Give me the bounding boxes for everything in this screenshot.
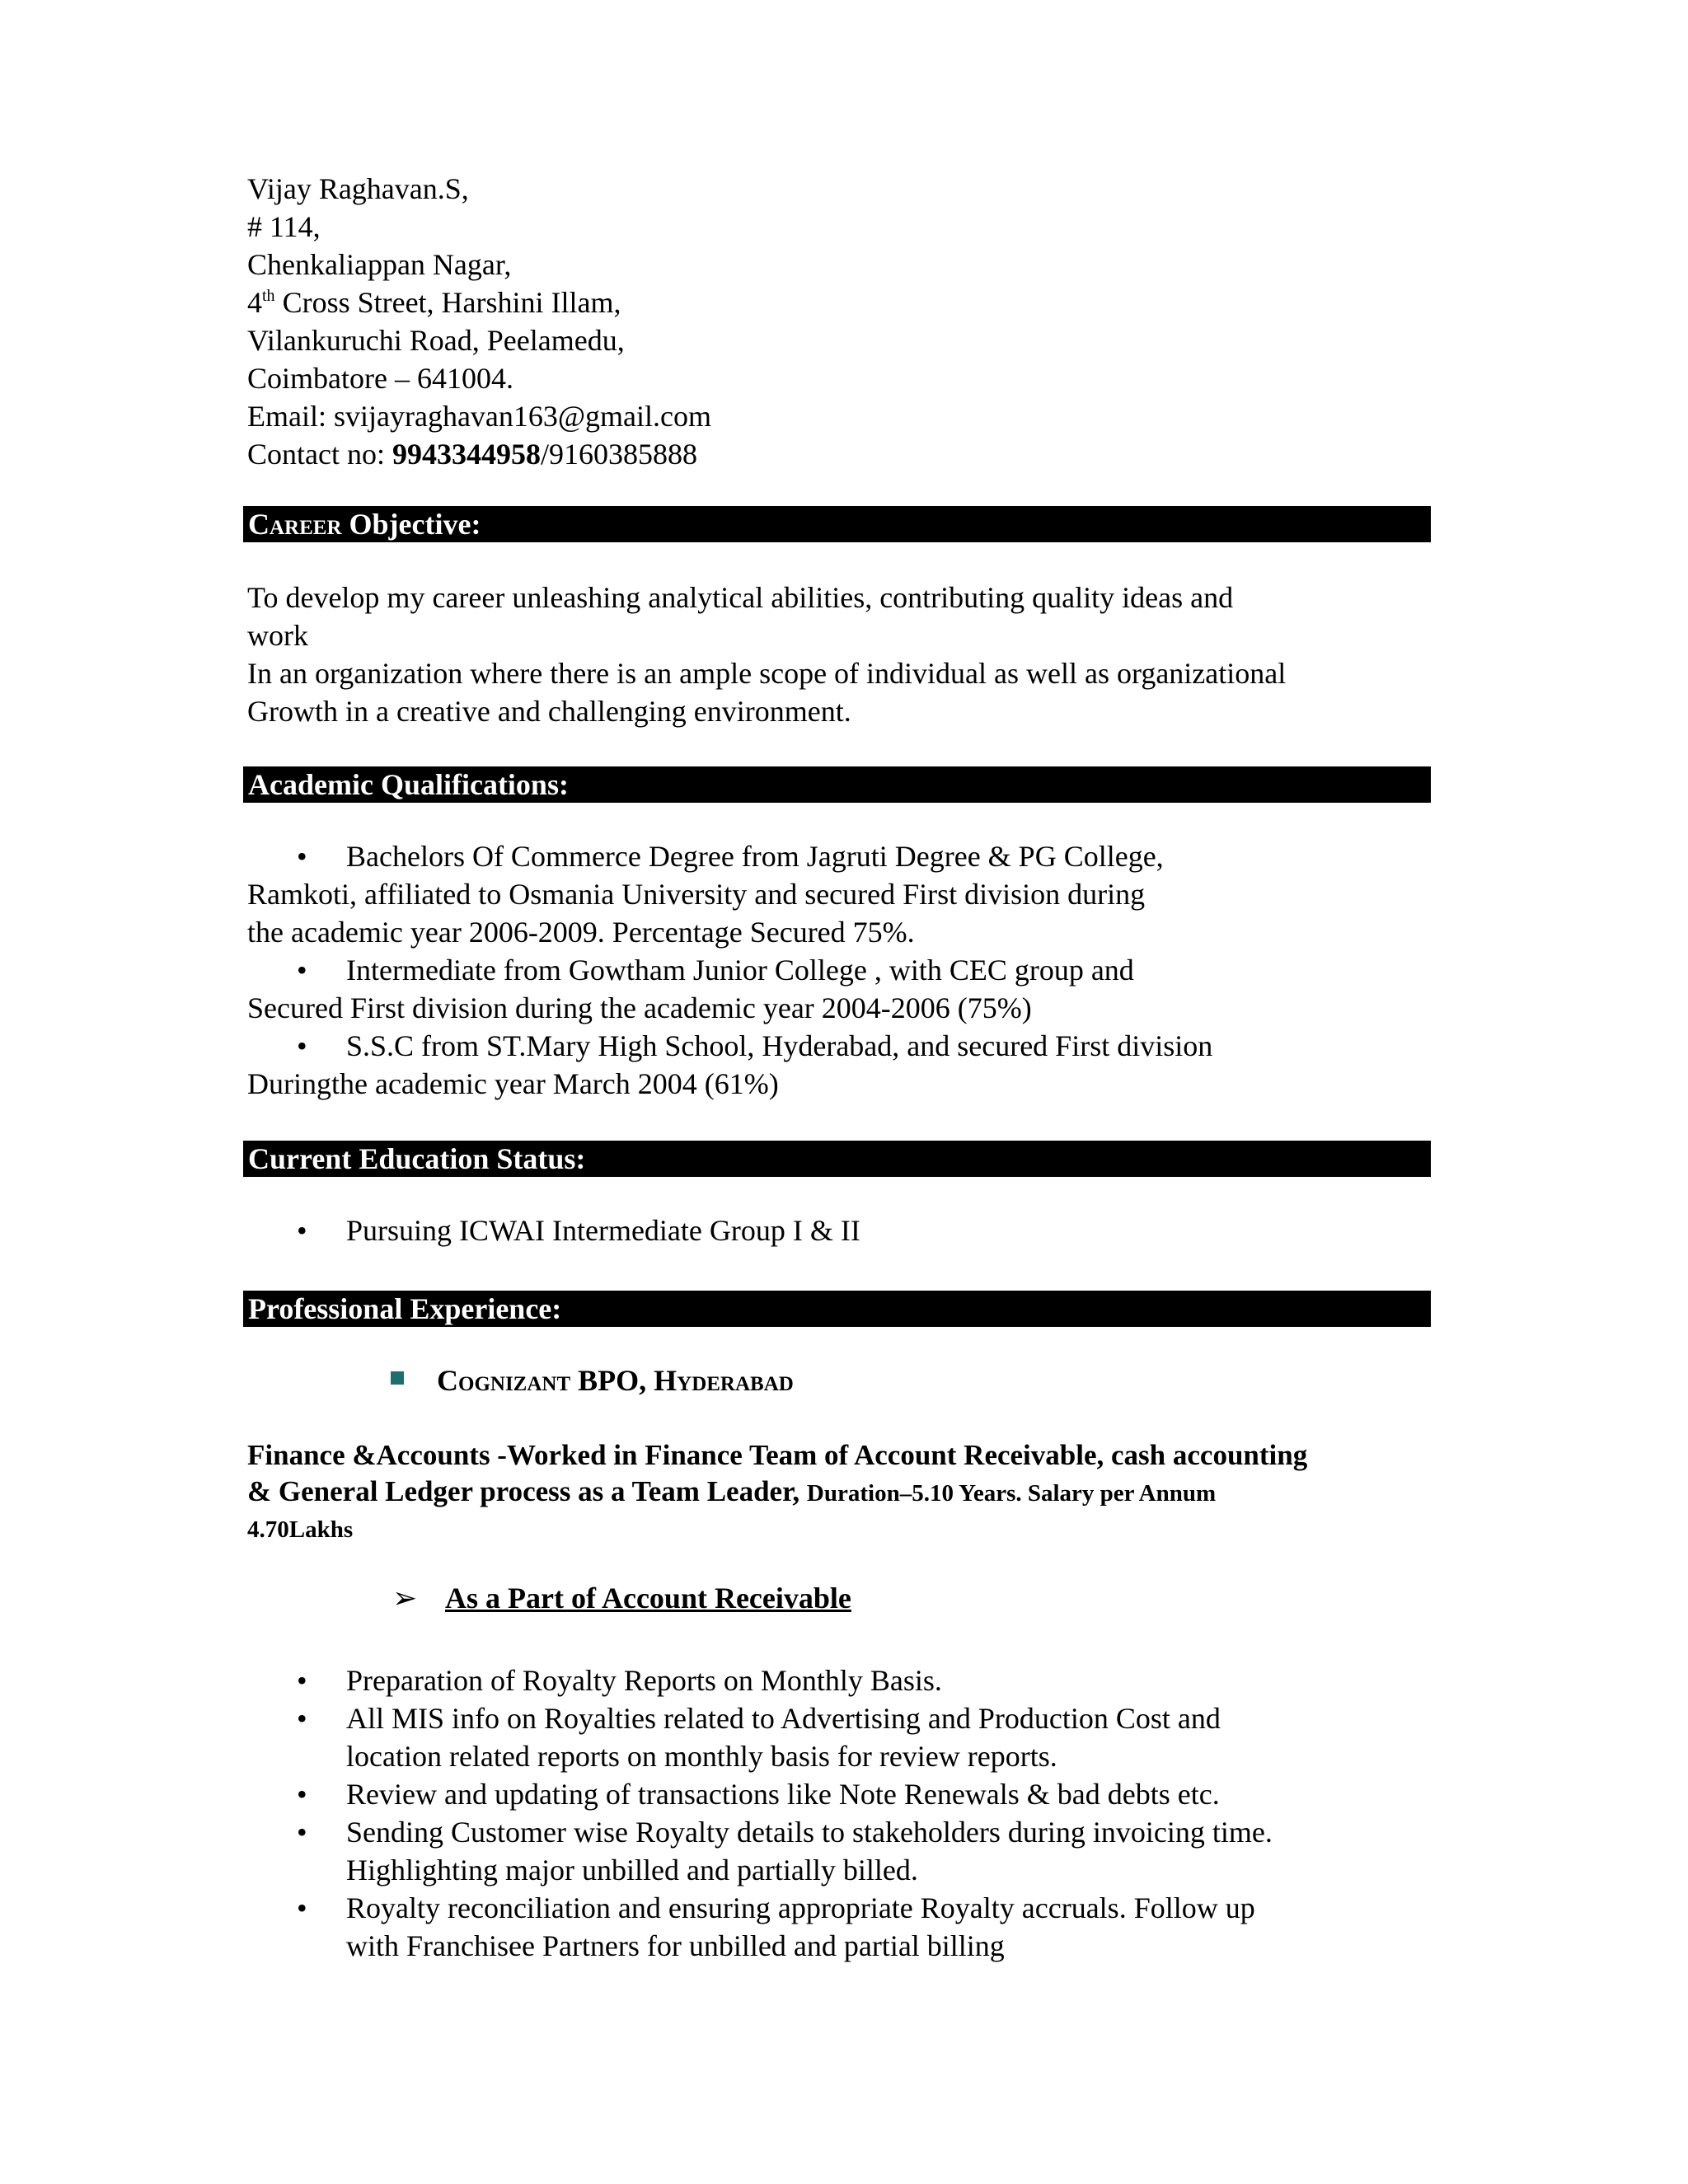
contact-line xyxy=(247,435,711,473)
current-education-list xyxy=(247,1212,1467,1249)
bullet-icon: • xyxy=(297,840,307,873)
bullet-icon: • xyxy=(297,1778,307,1811)
career-line: To develop my career unleashing analytical abilities, contributing quality ideas and xyxy=(247,581,1234,614)
phone-primary: 9943344958 xyxy=(392,438,541,471)
list-item-continuation: Ramkoti, affiliated to Osmania University and secured First division during xyxy=(247,878,1146,911)
house-number: # 114, xyxy=(247,210,321,243)
list-item: • All MIS info on Royalties related to Advertising and Production Cost and location related reports on monthly basis for review reports. xyxy=(247,1699,1467,1775)
career-line: work xyxy=(247,619,308,652)
phone-secondary: 9160385888 xyxy=(549,438,697,471)
list-item: • Bachelors Of Commerce Degree from Jagruti Degree & PG College, xyxy=(247,837,1467,875)
career-heading-caps: Career xyxy=(248,508,342,541)
bullet-icon: • xyxy=(297,1664,307,1697)
street-ordinal: th xyxy=(262,287,275,305)
list-item: • S.S.C from ST.Mary High School, Hyderabad, and secured First division xyxy=(247,1027,1467,1065)
applicant-name: Vijay Raghavan.S, xyxy=(247,172,469,205)
bullet-icon: • xyxy=(297,1816,307,1849)
academic-heading: Academic Qualifications: xyxy=(243,766,1431,803)
bullet-icon: • xyxy=(297,954,307,987)
email-address: svijayraghavan163@gmail.com xyxy=(333,400,712,433)
email-line xyxy=(247,397,711,435)
arrow-bullet-icon: ➢ xyxy=(392,1582,418,1615)
list-item-continuation: Duringthe academic year March 2004 (61%) xyxy=(247,1067,779,1100)
current-education-heading: Current Education Status: xyxy=(243,1141,1431,1177)
list-item: • Sending Customer wise Royalty details to stakeholders during invoicing time. Highlighting major unbilled and partially billed. xyxy=(247,1813,1467,1889)
list-item-continuation: the academic year 2006-2009. Percentage Secured 75%. xyxy=(247,916,915,949)
bullet-icon: • xyxy=(297,1891,307,1924)
ar-duties-list xyxy=(247,1661,1467,1965)
address-block xyxy=(247,170,711,473)
square-bullet-icon xyxy=(391,1371,404,1385)
ar-subheading: ➢ As a Part of Account Receivable xyxy=(445,1579,851,1617)
bullet-icon: • xyxy=(297,1214,307,1247)
salary-amount: 4.70Lakhs xyxy=(247,1516,354,1543)
duration-salary: Duration–5.10 Years. Salary per Annum xyxy=(806,1480,1217,1507)
career-line: Growth in a creative and challenging environment. xyxy=(247,695,851,728)
contact-label: Contact no: xyxy=(247,438,392,471)
professional-experience-heading: Professional Experience: xyxy=(243,1291,1431,1327)
street-number: 4 xyxy=(247,286,262,319)
list-item: • Intermediate from Gowtham Junior College , with CEC group and xyxy=(247,951,1467,989)
list-item: • Royalty reconciliation and ensuring appropriate Royalty accruals. Follow up with Franchisee Partners for unbilled and partial billing xyxy=(247,1889,1467,1965)
list-item: • Preparation of Royalty Reports on Monthly Basis. xyxy=(247,1661,1467,1699)
career-objective-text xyxy=(247,579,1451,730)
bullet-icon: • xyxy=(297,1702,307,1735)
email-label: Email: xyxy=(247,400,334,433)
job-summary-line: & General Ledger process as a Team Leader, Duration–5.10 Years. Salary per Annum xyxy=(247,1475,1217,1507)
address-road: Vilankuruchi Road, Peelamedu, xyxy=(247,324,625,357)
career-line: In an organization where there is an ample scope of individual as well as organizational xyxy=(247,657,1287,690)
bullet-icon: • xyxy=(297,1029,307,1062)
academic-list xyxy=(247,837,1467,1103)
address-city: Coimbatore – 641004. xyxy=(247,362,513,395)
company-name: Cognizant BPO, Hyderabad xyxy=(437,1361,794,1399)
career-objective-heading xyxy=(243,506,1431,542)
address-area: Chenkaliappan Nagar, xyxy=(247,248,512,281)
phone-separator: / xyxy=(540,438,549,471)
job-summary-line: Finance &Accounts -Worked in Finance Team of Account Receivable, cash accounting xyxy=(247,1439,1308,1471)
address-street xyxy=(247,284,711,321)
list-item-continuation: Secured First division during the academic year 2004-2006 (75%) xyxy=(247,991,1032,1024)
list-item: • Review and updating of transactions like Note Renewals & bad debts etc. xyxy=(247,1775,1467,1813)
street-name: Cross Street, Harshini Illam, xyxy=(274,286,621,319)
career-heading-rest: Objective: xyxy=(341,508,481,541)
list-item: • Pursuing ICWAI Intermediate Group I & II xyxy=(247,1212,1467,1249)
job-summary xyxy=(247,1437,1451,1548)
